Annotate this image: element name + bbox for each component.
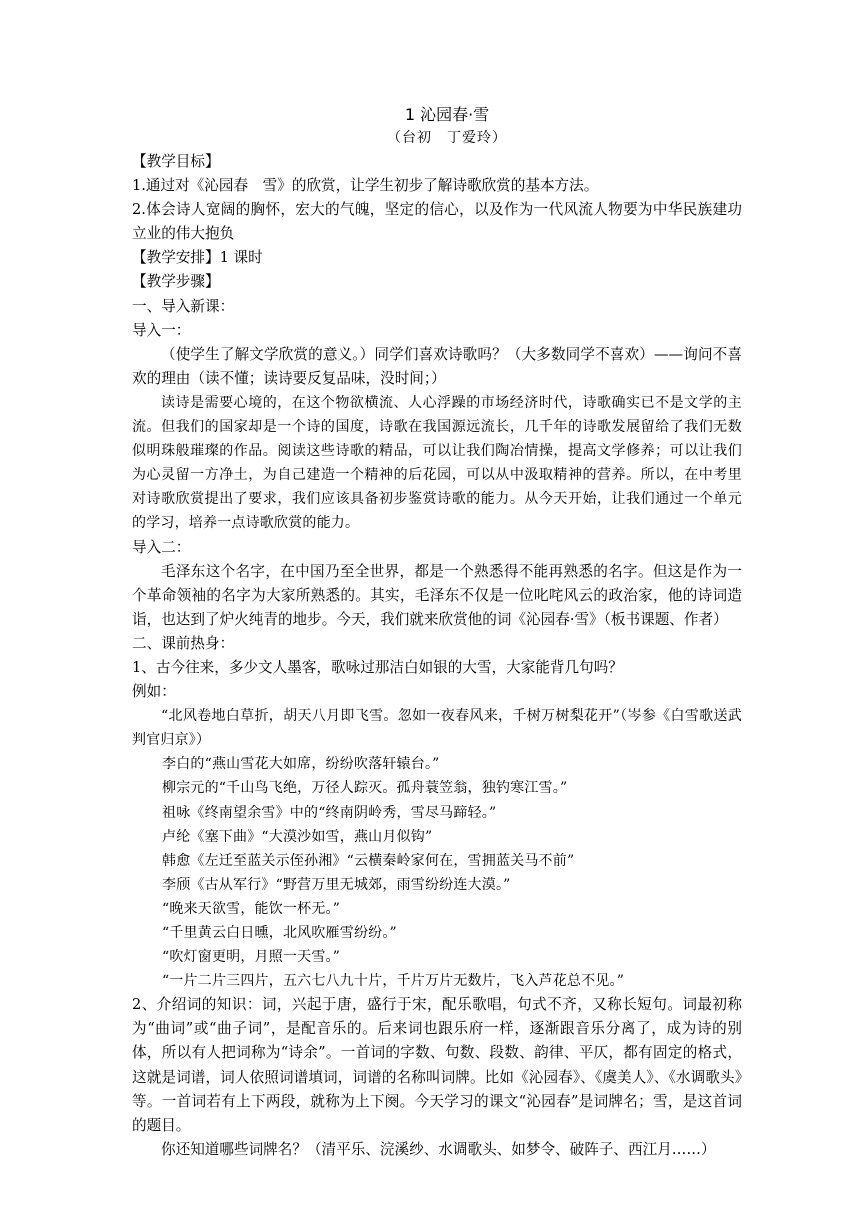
poem-line: “吹灯窗更明，月照一天雪。” — [162, 949, 341, 966]
intro-2-paragraph: 毛泽东这个名字，在中国乃至全世界，都是一个熟悉得不能再熟悉的名字。但这是作为一个革命领袖的名字为大家所熟悉的。其实，毛泽东不仅是一位叱咤风云的政治家，他的诗词造诣，也达到了炉火纯青的地步。今天，我们就来欣赏他的词《沁园春·雪》（板书课题、作者） — [132, 562, 742, 628]
document-title: 1 沁园春·雪 — [404, 105, 490, 124]
arrangement: 【教学安排】1 课时 — [132, 249, 263, 267]
poem-line: 韩愈《左迁至蓝关示侄孙湘》“云横秦岭家何在，雪拥蓝关马不前” — [162, 852, 575, 869]
lesson-plan — [132, 104, 742, 1162]
example-label: 例如： — [132, 683, 176, 701]
question-3: 你还知道哪些词牌名？（清平乐、浣溪纱、水调歌头、如梦令、破阵子、西江月……） — [161, 1140, 716, 1158]
section-1-heading: 一、导入新课： — [132, 297, 235, 315]
poem-line: 卢纶《塞下曲》“大漠沙如雪，燕山月似钩” — [162, 828, 433, 845]
section-2-heading: 二、课前热身： — [132, 634, 235, 652]
author-line: （台初 丁爱玲） — [387, 130, 507, 146]
poem-line: 李白的“燕山雪花大如席，纷纷吹落轩辕台。” — [162, 756, 440, 773]
poem-line: 祖咏《终南望余雪》中的“终南阴岭秀，雪尽马蹄轻。” — [162, 804, 497, 821]
poem-line: 李颀《古从军行》“野营万里无城郊，雨雪纷纷连大漠。” — [162, 876, 511, 893]
poem-line: “千里黄云白日曛，北风吹雁雪纷纷。” — [162, 925, 397, 941]
poem-line: 柳宗元的“千山鸟飞绝，万径人踪灭。孤舟蓑笠翁，独钓寒江雪。” — [162, 780, 568, 797]
intro-1-label: 导入一： — [132, 321, 191, 339]
goal-2: 2.体会诗人宽阔的胸怀，宏大的气魄，坚定的信心，以及作为一代风流人物要为中华民族建功立业的伟大抱负 — [132, 201, 742, 243]
poem-line: “一片二片三四片，五六七八九十片，千片万片无数片，飞入芦花总不见。” — [162, 973, 625, 990]
intro-2-label: 导入二： — [132, 538, 191, 556]
question-2: 2、介绍词的知识：词，兴起于唐，盛行于宋，配乐歌唱，句式不齐，又称长短句。词最初称为“曲词”或“曲子词”，是配音乐的。后来词也跟乐府一样，逐渐跟音乐分离了，成为诗的别体，所以有人把词称为“诗余”。一首词的字数、句数、段数、韵律、平仄，都有固定的格式，这就是词谱，词人依照词谱填词，词谱的名称叫词牌。比如《沁园春》、《虞美人》、《水调歌头》等。一首词若有上下两段，就称为上下阕。今天学习的课文“沁园春”是词牌名；雪，是这首词的题目。 — [132, 996, 742, 1134]
intro-1-paragraph-1: （使学生了解文学欣赏的意义。）同学们喜欢诗歌吗？（大多数同学不喜欢）——询问不喜欢的理由（读不懂；读诗要反复品味，没时间；） — [132, 345, 742, 387]
poem-line: “晚来天欲雪，能饮一杯无。” — [162, 900, 341, 917]
question-1: 1、古今往来，多少文人墨客，歌咏过那洁白如银的大雪，大家能背几句吗？ — [132, 658, 623, 676]
goal-1: 1.通过对《沁园春 雪》的欣赏，让学生初步了解诗歌欣赏的基本方法。 — [132, 177, 599, 195]
intro-1-paragraph-2: 读诗是需要心境的，在这个物欲横流、人心浮躁的市场经济时代，诗歌确实已不是文学的主流。但我们的国家却是一个诗的国度，诗歌在我国源远流长，几千年的诗歌发展留给了我们无数似明珠般璀璨的作品。阅读这些诗歌的精品，可以让我们陶冶情操，提高文学修养；可以让我们为心灵留一方净土，为自己建造一个精神的后花园，可以从中汲取精神的营养。所以，在中考里对诗歌欣赏提出了要求，我们应该具备初步鉴赏诗歌的能力。从今天开始，让我们通过一个单元的学习，培养一点诗歌欣赏的能力。 — [132, 394, 742, 532]
poem-cen-shen: “北风卷地白草折，胡天八月即飞雪。忽如一夜春风来，千树万树梨花开”（岑参《白雪歌送武判官归京》） — [132, 708, 742, 749]
steps-heading: 【教学步骤】 — [132, 273, 220, 291]
goals-heading: 【教学目标】 — [132, 153, 220, 170]
